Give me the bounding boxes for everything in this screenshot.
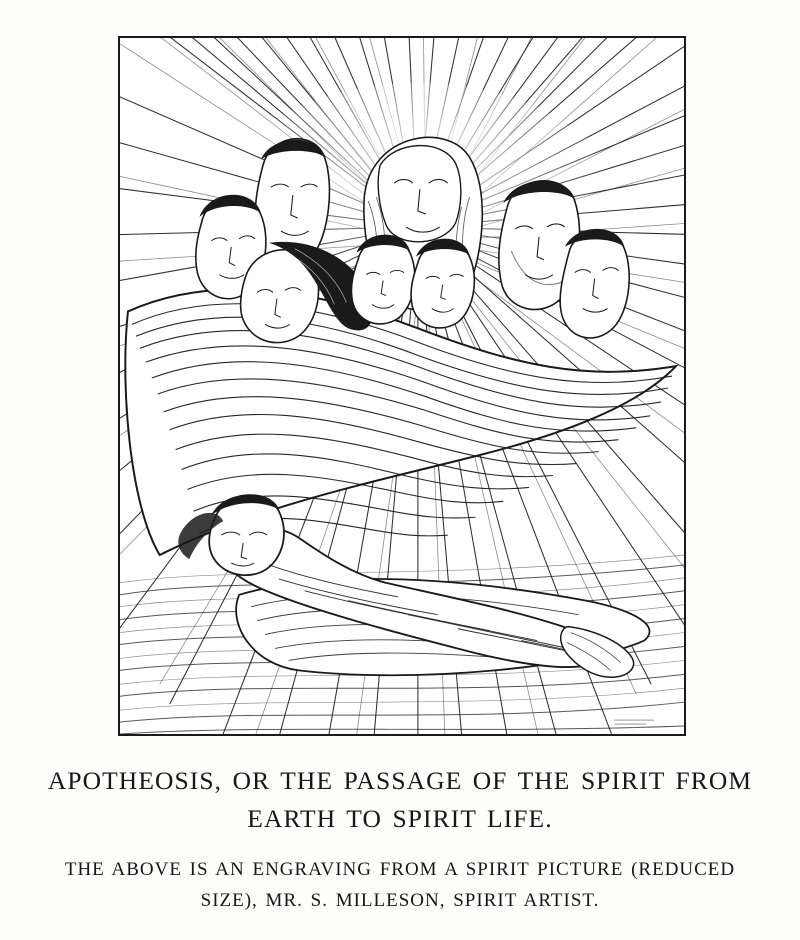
caption-credit-line-1: THE ABOVE IS AN ENGRAVING FROM A SPIRIT PICTURE (REDUCED [64, 859, 736, 880]
caption-title-line-1: APOTHEOSIS, OR THE PASSAGE OF THE SPIRIT FROM [47, 766, 753, 795]
caption-credit-line-2: SIZE), MR. S. MILLESON, SPIRIT ARTIST. [200, 890, 600, 911]
caption-title [20, 762, 780, 838]
caption [20, 762, 780, 916]
caption-title-line-2: EARTH TO SPIRIT LIFE. [247, 804, 553, 833]
caption-credit [20, 854, 780, 916]
illustration-frame [118, 36, 686, 736]
illustration-plate [118, 36, 686, 736]
apotheosis-engraving-figure [120, 38, 684, 734]
spirit-face-cherub-b [411, 239, 474, 328]
spirit-face-cherub-a [351, 235, 414, 324]
